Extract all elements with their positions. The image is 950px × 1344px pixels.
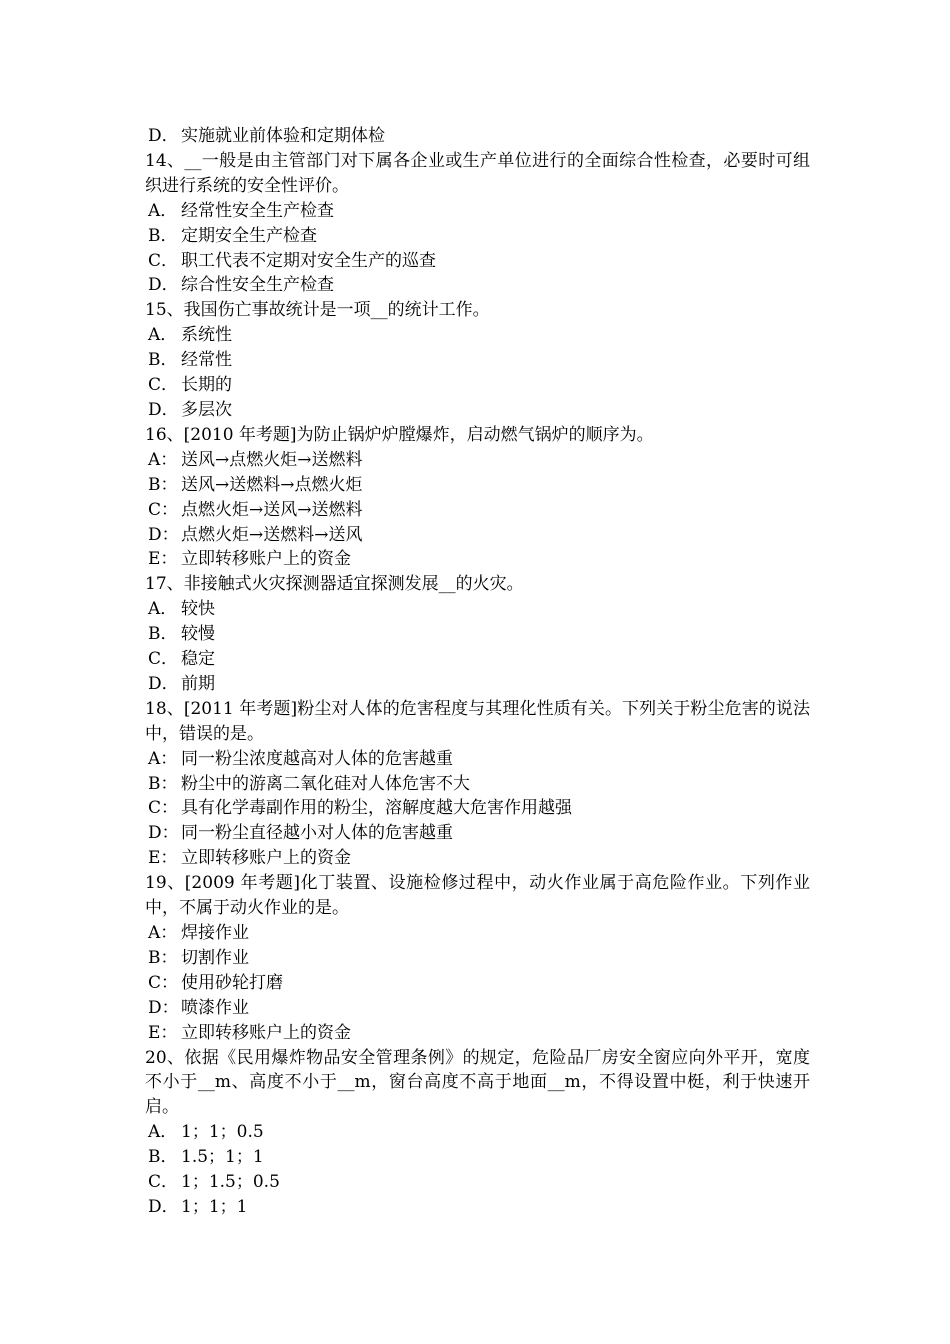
option-label: A： (148, 748, 178, 769)
option-text: 系统性 (181, 325, 232, 346)
option-label: A： (148, 449, 178, 470)
document-body (145, 124, 810, 1220)
option-label: B． (148, 350, 178, 371)
option-text: 职工代表不定期对安全生产的巡查 (181, 250, 436, 271)
answer-option (145, 996, 810, 1021)
answer-option (145, 1120, 810, 1145)
answer-option (145, 523, 810, 548)
answer-option (145, 1021, 810, 1046)
option-text: 经常性 (181, 350, 232, 371)
option-text: 送风→点燃火炬→送燃料 (181, 449, 363, 470)
answer-option (145, 672, 810, 697)
option-label: C． (148, 649, 179, 670)
question-text: 15、我国伤亡事故统计是一项__的统计工作。 (145, 300, 490, 321)
question-block (145, 871, 810, 1045)
option-text: 具有化学毒副作用的粉尘，溶解度越大危害作用越强 (181, 798, 572, 819)
answer-option (145, 647, 810, 672)
option-label: D： (148, 823, 179, 844)
answer-option (145, 846, 810, 871)
option-text: 切割作业 (181, 947, 249, 968)
answer-option (145, 547, 810, 572)
option-text: 点燃火炬→送燃料→送风 (181, 524, 363, 545)
question-text: 19、[2009 年考题]化丁装置、设施检修过程中，动火作业属于高危险作业。下列作业中，不属于动火作业的是。 (145, 873, 810, 919)
option-label: D： (148, 524, 179, 545)
answer-option (145, 323, 810, 348)
answer-option (145, 796, 810, 821)
option-label: B： (148, 947, 178, 968)
answer-option (145, 224, 810, 249)
option-text: 立即转移账户上的资金 (181, 549, 351, 570)
option-label: B： (148, 474, 178, 495)
answer-option (145, 747, 810, 772)
option-label: A． (148, 325, 178, 346)
option-text: 1；1；1 (181, 1196, 248, 1217)
question-list (145, 149, 810, 1220)
answer-option (145, 1145, 810, 1170)
option-text: 同一粉尘直径越小对人体的危害越重 (181, 823, 453, 844)
question-block (145, 1046, 810, 1220)
option-text: 1；1；0.5 (181, 1122, 264, 1143)
option-text: 较快 (181, 599, 215, 620)
option-label: A． (148, 200, 178, 221)
question-text: 14、__一般是由主管部门对下属各企业或生产单位进行的全面综合性检查，必要时可组织进行系统的安全性评价。 (145, 150, 810, 196)
option-label: D． (148, 275, 179, 296)
option-label: C． (148, 250, 179, 271)
option-text: 送风→送燃料→点燃火炬 (181, 474, 363, 495)
answer-option (145, 448, 810, 473)
previous-question-option-d (145, 124, 810, 149)
question-block (145, 298, 810, 423)
option-label: B： (148, 773, 178, 794)
option-label: A． (148, 599, 178, 620)
option-label: E： (148, 1022, 178, 1043)
question-text: 20、依据《民用爆炸物品安全管理条例》的规定，危险品厂房安全窗应向外平开，宽度不小于__m、高度不小于__m，窗台高度不高于地面__m，不得设置中梃，利于快速开启。 (145, 1047, 810, 1118)
answer-option (145, 772, 810, 797)
option-text: 立即转移账户上的资金 (181, 848, 351, 869)
option-label: D： (148, 997, 179, 1018)
answer-option (145, 1170, 810, 1195)
option-text: 立即转移账户上的资金 (181, 1022, 351, 1043)
option-text: 实施就业前体验和定期体检 (181, 126, 385, 146)
answer-option (145, 821, 810, 846)
answer-option (145, 398, 810, 423)
answer-option (145, 597, 810, 622)
option-label: C． (148, 375, 179, 396)
option-label: A． (148, 1122, 178, 1143)
option-label: D． (148, 126, 179, 146)
question-text: 17、非接触式火灾探测器适宜探测发展__的火灾。 (145, 574, 524, 595)
option-text: 喷漆作业 (181, 997, 249, 1018)
option-label: D． (148, 673, 179, 694)
option-text: 稳定 (181, 649, 215, 670)
answer-option (145, 199, 810, 224)
option-text: 粉尘中的游离二氧化硅对人体危害不大 (181, 773, 470, 794)
option-text: 前期 (181, 673, 215, 694)
option-text: 多层次 (181, 399, 232, 420)
answer-option (145, 921, 810, 946)
option-label: C： (148, 499, 179, 520)
answer-option (145, 946, 810, 971)
option-text: 1；1.5；0.5 (181, 1172, 280, 1193)
option-label: C： (148, 798, 179, 819)
question-text: 18、[2011 年考题]粉尘对人体的危害程度与其理化性质有关。下列关于粉尘危害的说法中，错误的是。 (145, 698, 810, 744)
option-label: D． (148, 1196, 179, 1217)
answer-option (145, 1195, 810, 1220)
option-label: B． (148, 225, 178, 246)
option-label: C． (148, 1172, 179, 1193)
option-label: C： (148, 972, 179, 993)
option-label: A： (148, 923, 178, 943)
option-label: D． (148, 399, 179, 420)
option-label: E： (148, 848, 178, 869)
option-label: B． (148, 624, 178, 645)
question-block (145, 572, 810, 697)
option-label: E： (148, 549, 178, 570)
option-text: 焊接作业 (181, 923, 249, 943)
question-block (145, 697, 810, 871)
answer-option (145, 473, 810, 498)
option-text: 同一粉尘浓度越高对人体的危害越重 (181, 748, 453, 769)
option-text: 较慢 (181, 624, 215, 645)
question-block (145, 423, 810, 572)
answer-option (145, 373, 810, 398)
answer-option (145, 622, 810, 647)
answer-option (145, 971, 810, 996)
option-text: 1.5；1；1 (181, 1147, 264, 1168)
option-text: 经常性安全生产检查 (181, 200, 334, 221)
answer-option (145, 348, 810, 373)
option-text: 长期的 (181, 375, 232, 396)
option-text: 使用砂轮打磨 (181, 972, 283, 993)
question-block (145, 149, 810, 298)
option-text: 定期安全生产检查 (181, 225, 317, 246)
answer-option (145, 498, 810, 523)
option-text: 综合性安全生产检查 (181, 275, 334, 296)
question-text: 16、[2010 年考题]为防止锅炉炉膛爆炸，启动燃气锅炉的顺序为。 (145, 424, 654, 445)
answer-option (145, 273, 810, 298)
option-text: 点燃火炬→送风→送燃料 (181, 499, 363, 520)
answer-option (145, 249, 810, 274)
option-label: B． (148, 1147, 178, 1168)
